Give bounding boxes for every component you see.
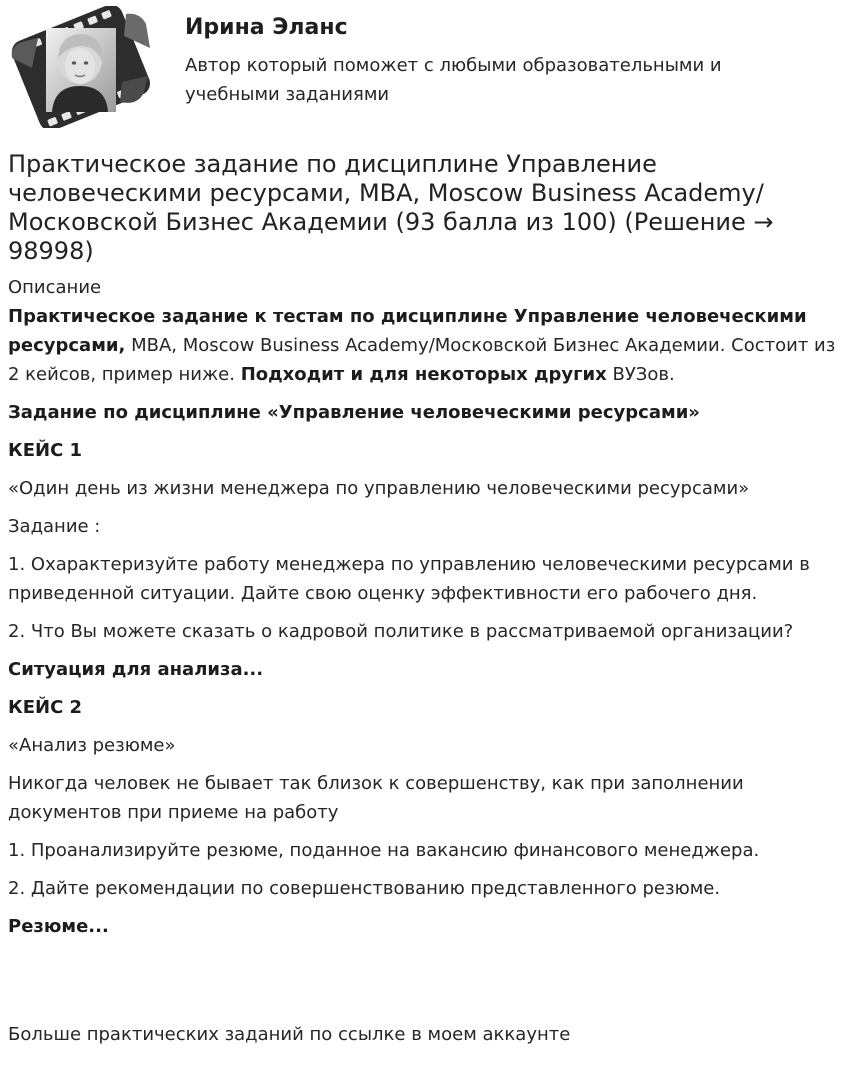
case2-item-1: 1. Проанализируйте резюме, поданное на вакансию финансового менеджера. bbox=[8, 840, 760, 861]
case1-situation-text: Ситуация для анализа... bbox=[8, 659, 264, 680]
case1-task-label: Задание : bbox=[8, 516, 101, 537]
intro-text-1: MBA, Moscow Business Academy/Московской Бизнес Академии. Состоит из 2 кейсов, пример ниже. bbox=[8, 335, 836, 385]
case2-heading bbox=[8, 693, 840, 722]
intro-bold-1: Практическое задание к тестам по дисциплине Управление человеческими ресурсами, bbox=[8, 306, 807, 356]
case2-item-2: 2. Дайте рекомендации по совершенствованию представленного резюме. bbox=[8, 878, 721, 899]
case2-resume bbox=[8, 912, 840, 941]
case1-item-2: 2. Что Вы можете сказать о кадровой политике в рассматриваемой организации? bbox=[8, 621, 794, 642]
author-header bbox=[8, 6, 838, 128]
intro-bold-2: Подходит и для некоторых других bbox=[240, 364, 607, 385]
intro-paragraph bbox=[8, 302, 840, 389]
case1-heading bbox=[8, 436, 840, 465]
case2-heading-text: КЕЙС 2 bbox=[8, 697, 83, 718]
film-strip-photo-frame-icon bbox=[8, 6, 153, 128]
case1-situation bbox=[8, 655, 840, 684]
description-label: Описание bbox=[8, 277, 102, 298]
author-avatar bbox=[8, 6, 153, 128]
case2-subtitle: «Анализ резюме» bbox=[8, 735, 176, 756]
document-body bbox=[8, 273, 840, 941]
case2-resume-text: Резюме... bbox=[8, 916, 109, 937]
author-bio: Автор который поможет с любыми образовательными и учебными заданиями bbox=[185, 55, 722, 105]
author-name[interactable]: Ирина Эланс bbox=[185, 15, 348, 40]
task-heading bbox=[8, 398, 840, 427]
case1-heading-text: КЕЙС 1 bbox=[8, 440, 83, 461]
case1-subtitle: «Один день из жизни менеджера по управлению человеческими ресурсами» bbox=[8, 478, 750, 499]
footer-note: Больше практических заданий по ссылке в моем аккаунте bbox=[8, 1024, 571, 1045]
document-title: Практическое задание по дисциплине Управление человеческими ресурсами, MBA, Moscow Business Academy/Московской Бизнес Академии (93 балла из 100) (Решение → 98998) bbox=[8, 150, 774, 265]
case1-item-1: 1. Охарактеризуйте работу менеджера по управлению человеческими ресурсами в приведенной ситуации. Дайте свою оценку эффективности его рабочего дня. bbox=[8, 554, 810, 604]
task-heading-text: Задание по дисциплине «Управление человеческими ресурсами» bbox=[8, 402, 700, 423]
case2-quote: Никогда человек не бывает так близок к совершенству, как при заполнении документов при приеме на работу bbox=[8, 773, 744, 823]
intro-text-2: ВУЗов. bbox=[606, 364, 675, 385]
